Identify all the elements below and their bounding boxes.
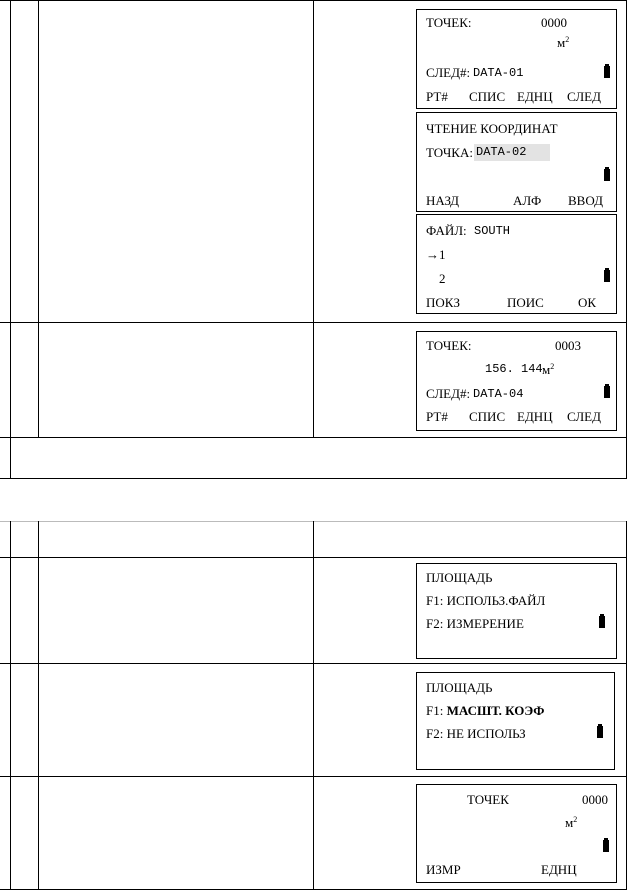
softkey-measure[interactable]: ИЗМР — [426, 862, 461, 877]
table1-left-border — [10, 0, 11, 479]
softkey-show[interactable]: ПОКЗ — [426, 295, 460, 310]
softkey-list[interactable]: СПИС — [469, 89, 506, 104]
point-label: ТОЧКА: — [426, 145, 473, 160]
menu-item-f2[interactable]: F2: ИЗМЕРЕНИЕ — [426, 616, 524, 631]
battery-icon — [604, 66, 610, 78]
softkey-pt[interactable]: РТ# — [426, 89, 448, 104]
lcd-screen-points-result — [416, 331, 617, 431]
menu-item-f1[interactable]: F1: МАСШТ. КОЭФ — [426, 703, 545, 718]
battery-icon — [599, 616, 605, 628]
battery-icon — [603, 840, 609, 852]
softkey-ok[interactable]: ОК — [578, 295, 597, 310]
softkey-units[interactable]: ЕДНЦ — [517, 409, 553, 424]
lcd-screen-scale-menu — [416, 672, 615, 770]
points-label: ТОЧЕК: — [426, 15, 472, 30]
area-unit: $м^2$ — [557, 35, 570, 50]
battery-icon — [604, 270, 610, 282]
area-unit: $м^2$ — [542, 362, 555, 377]
table2-col-divider — [313, 521, 314, 890]
area-value: 156. 144 — [485, 362, 543, 376]
file-label: ФАЙЛ: — [426, 223, 467, 238]
lcd-screen-area-menu — [416, 563, 617, 659]
table1-col-divider — [38, 0, 39, 438]
list-item[interactable]: 2 — [439, 271, 446, 286]
table1-bottom-border — [0, 478, 627, 479]
screen-title: ЧТЕНИЕ КООРДИНАТ — [426, 121, 558, 136]
next-value: DATA-04 — [473, 387, 524, 401]
list-item[interactable]: 1 — [439, 247, 446, 262]
table1-col-divider — [313, 0, 314, 438]
next-value: DATA-01 — [473, 66, 524, 80]
softkey-next[interactable]: СЛЕД — [567, 409, 601, 424]
lcd-screen-read-coords — [416, 112, 617, 212]
softkey-next[interactable]: СЛЕД — [567, 89, 601, 104]
next-label: СЛЕД#: — [426, 386, 471, 401]
softkey-pt[interactable]: РТ# — [426, 409, 448, 424]
softkey-back[interactable]: НАЗД — [426, 193, 460, 208]
next-label: СЛЕД#: — [426, 65, 471, 80]
selection-arrow-icon: → — [426, 247, 439, 262]
points-count: 0003 — [555, 338, 581, 353]
battery-icon — [604, 169, 610, 181]
file-value: SOUTH — [474, 224, 511, 238]
screen-title: ПЛОЩАДЬ — [426, 570, 493, 585]
battery-icon — [597, 726, 603, 738]
points-label: ТОЧЕК: — [426, 338, 472, 353]
points-count: 0000 — [582, 792, 608, 807]
table2-left-border — [10, 521, 11, 890]
point-input[interactable]: DATA-02 — [474, 144, 550, 161]
softkey-enter[interactable]: ВВОД — [568, 193, 603, 208]
softkey-list[interactable]: СПИС — [469, 409, 506, 424]
lcd-screen-points — [416, 9, 617, 109]
softkey-search[interactable]: ПОИС — [507, 295, 544, 310]
softkey-alpha[interactable]: АЛФ — [513, 193, 542, 208]
table2-col-divider — [38, 521, 39, 890]
points-label: ТОЧЕК — [467, 792, 509, 807]
menu-item-f2[interactable]: F2: НЕ ИСПОЛЬЗ — [426, 726, 526, 741]
lcd-screen-file — [416, 214, 617, 314]
points-count: 0000 — [541, 15, 567, 30]
screen-title: ПЛОЩАДЬ — [426, 680, 493, 695]
softkey-units[interactable]: ЕДНЦ — [517, 89, 553, 104]
battery-icon — [604, 386, 610, 398]
area-unit: $м^2$ — [565, 815, 578, 830]
softkey-units[interactable]: ЕДНЦ — [541, 862, 577, 877]
lcd-screen-area-measure — [416, 784, 617, 883]
menu-item-f1[interactable]: F1: ИСПОЛЬЗ.ФАЙЛ — [426, 593, 546, 608]
